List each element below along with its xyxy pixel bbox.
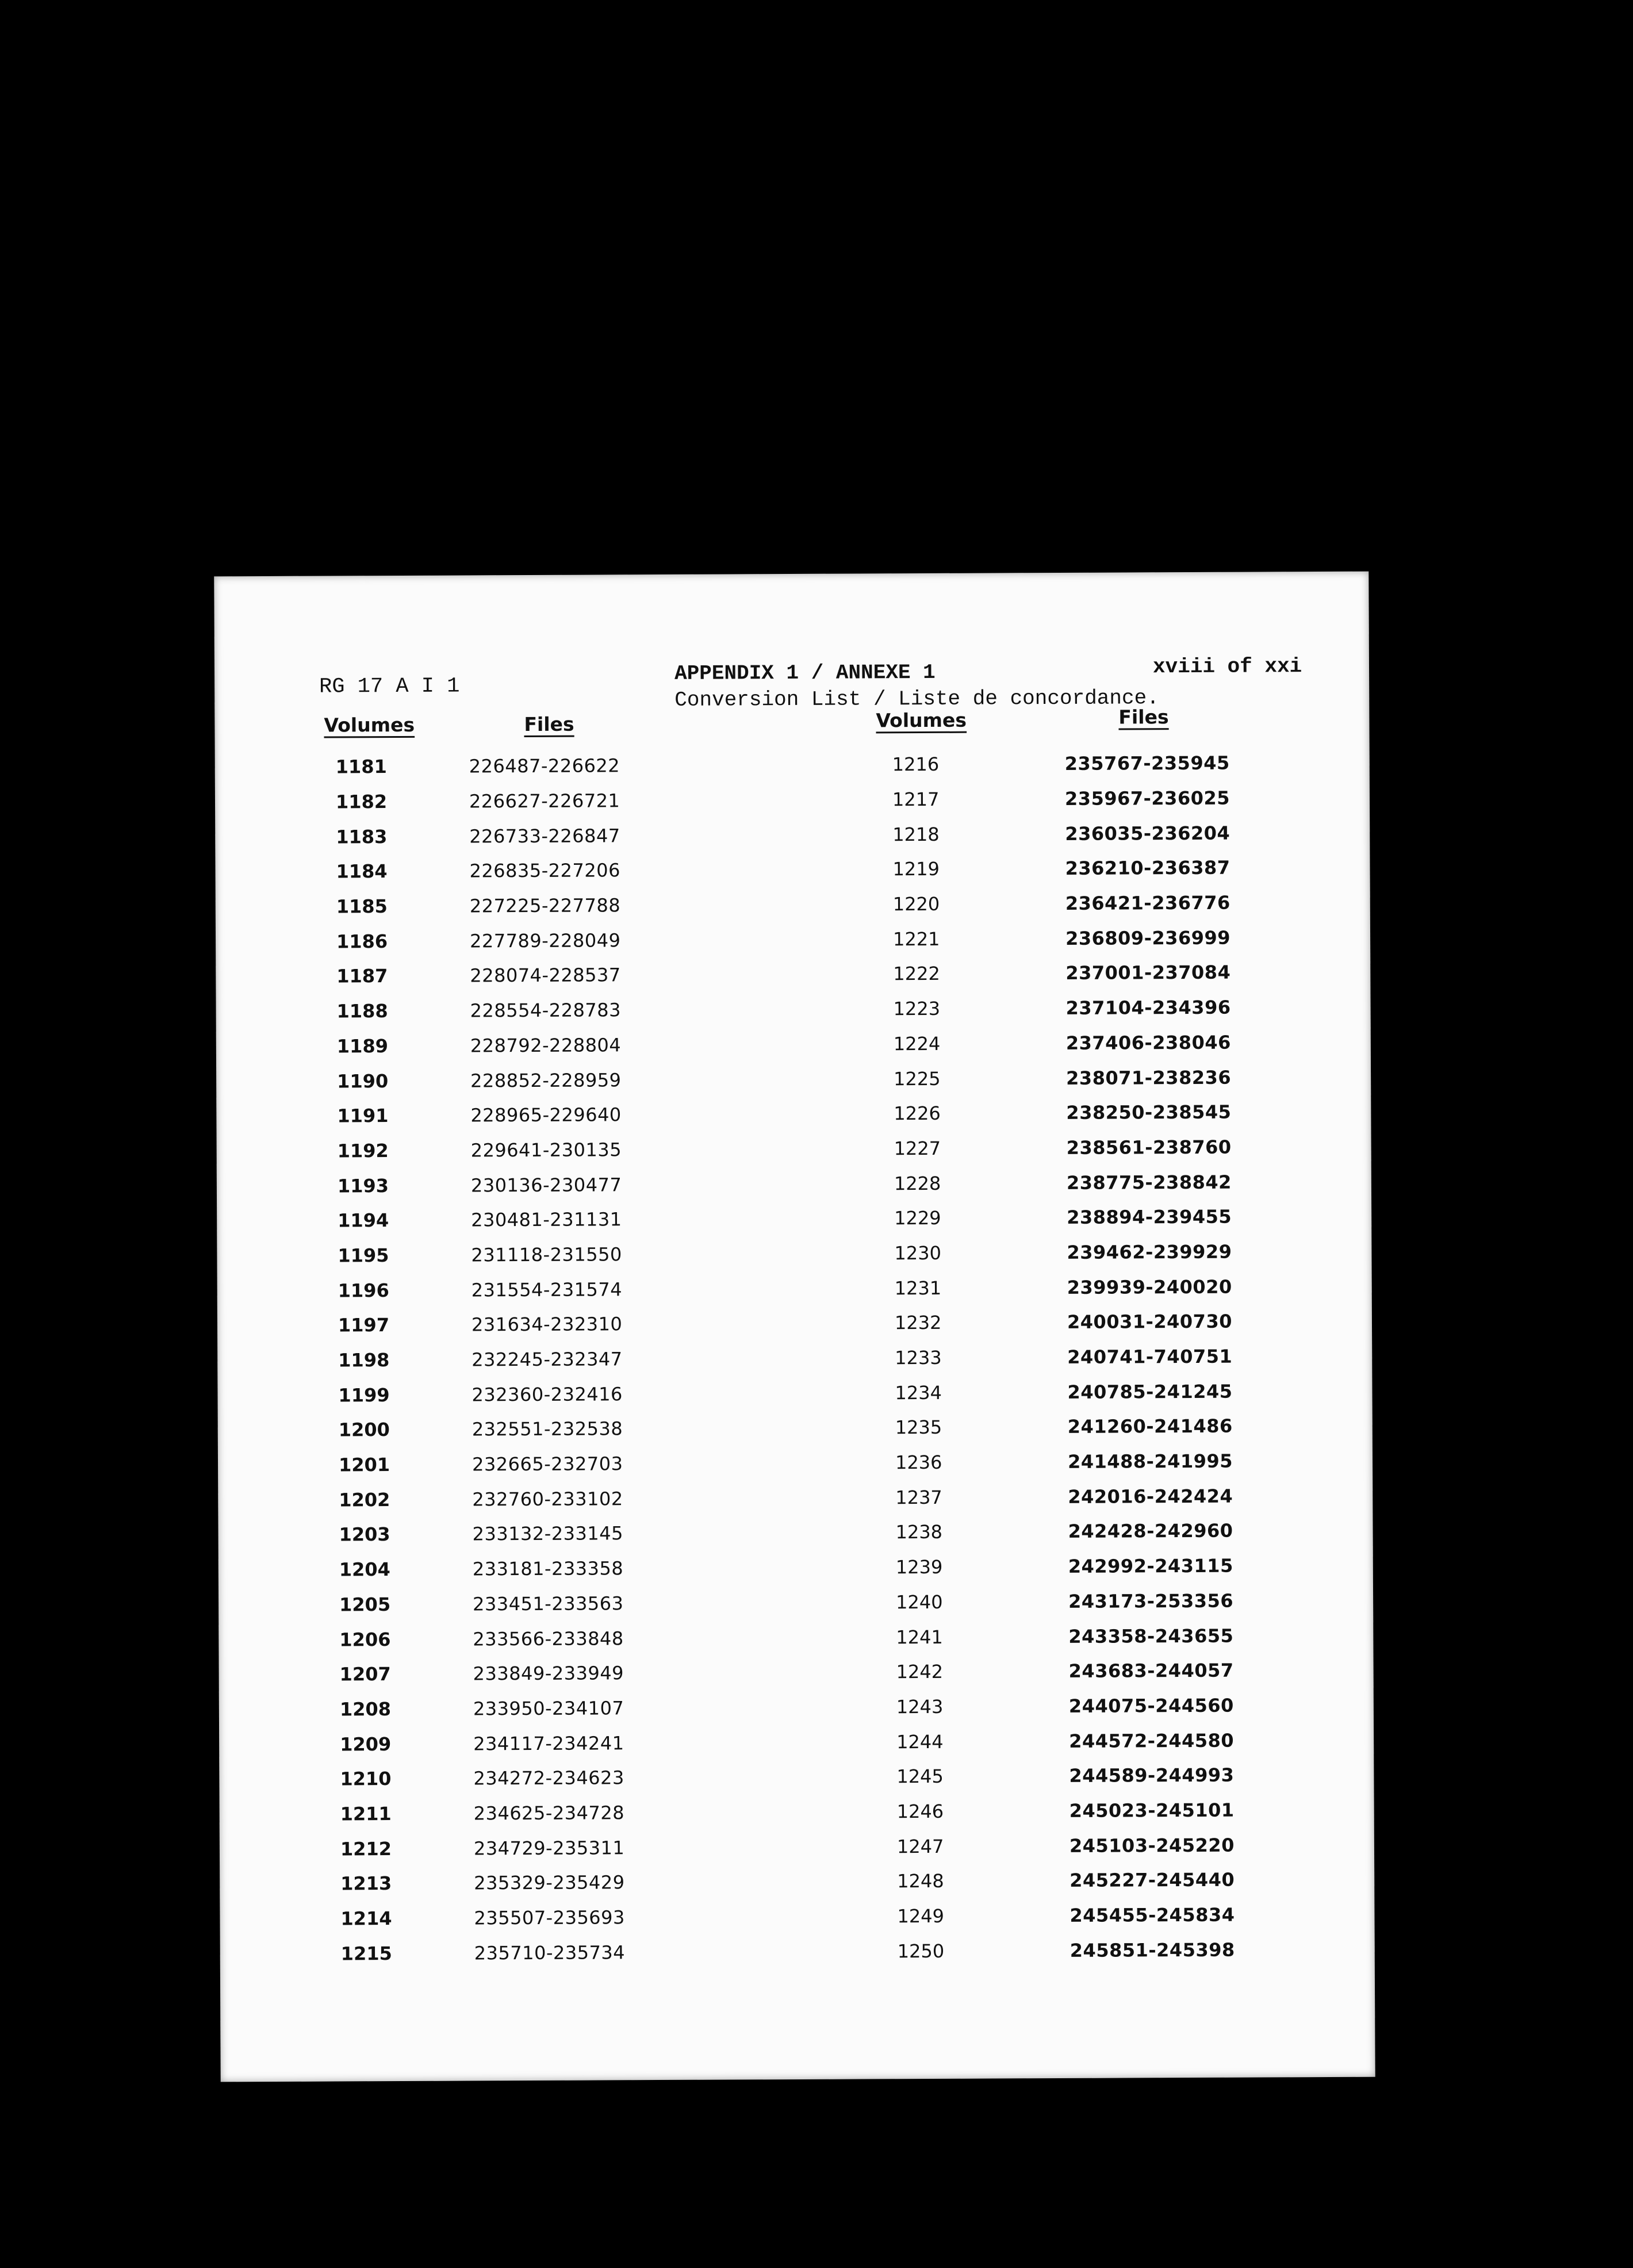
- table-row: [338, 1342, 623, 1378]
- file-range: 233451-233563: [473, 1592, 624, 1615]
- volume-number: 1198: [338, 1349, 390, 1371]
- table-row: [893, 990, 1230, 1026]
- table-row: [339, 1656, 624, 1692]
- volume-number: 1216: [892, 753, 940, 776]
- file-range: 238071-238236: [1066, 1066, 1232, 1089]
- file-range: 235710-235734: [474, 1941, 626, 1964]
- file-range: 245103-245220: [1069, 1834, 1235, 1857]
- table-row: [336, 783, 620, 819]
- volume-number: 1199: [338, 1384, 390, 1407]
- table-row: [340, 1691, 624, 1727]
- file-range: 239939-240020: [1067, 1275, 1232, 1298]
- table-row: [894, 1060, 1231, 1096]
- file-range: 236809-236999: [1065, 926, 1231, 949]
- table-row: [339, 1481, 623, 1518]
- file-range: 245227-245440: [1070, 1869, 1235, 1892]
- table-row: [895, 1443, 1233, 1480]
- volume-number: 1233: [895, 1346, 942, 1369]
- table-row: [337, 1028, 622, 1064]
- table-row: [895, 1304, 1232, 1340]
- volume-number: 1223: [893, 998, 941, 1020]
- file-range: 233566-233848: [473, 1627, 624, 1650]
- volume-number: 1190: [337, 1070, 389, 1092]
- conversion-list-right: [892, 746, 1235, 1969]
- file-range: 238894-239455: [1067, 1205, 1232, 1229]
- table-row: [898, 1932, 1235, 1968]
- volume-number: 1212: [340, 1837, 392, 1860]
- file-range: 232551-232538: [471, 1418, 623, 1441]
- file-range: 231118-231550: [471, 1243, 622, 1266]
- volume-number: 1236: [895, 1451, 942, 1474]
- file-range: 227225-227788: [469, 894, 621, 917]
- volume-number: 1195: [338, 1244, 389, 1267]
- file-range: 230481-231131: [471, 1208, 622, 1231]
- volume-number: 1249: [897, 1905, 944, 1928]
- volume-number: 1185: [336, 895, 388, 918]
- table-row: [336, 818, 620, 855]
- file-range: 242016-242424: [1068, 1485, 1233, 1508]
- table-row: [894, 1234, 1232, 1270]
- volume-number: 1220: [892, 892, 940, 915]
- table-row: [894, 1200, 1232, 1236]
- column-header-files-left: Files: [524, 712, 574, 736]
- file-range: 241260-241486: [1067, 1415, 1233, 1438]
- volume-number: 1192: [337, 1139, 389, 1162]
- table-row: [337, 1062, 622, 1098]
- file-range: 238250-238545: [1066, 1101, 1232, 1124]
- table-row: [339, 1551, 624, 1587]
- file-range: 232360-232416: [471, 1383, 623, 1406]
- file-range: 232665-232703: [471, 1453, 623, 1476]
- volume-number: 1203: [339, 1523, 390, 1546]
- table-row: [895, 1409, 1233, 1445]
- document-subtitle: Conversion List / Liste de concordance.: [674, 686, 1159, 712]
- volume-number: 1214: [340, 1907, 392, 1930]
- volume-number: 1184: [336, 860, 388, 883]
- table-row: [340, 1795, 625, 1832]
- table-row: [340, 1900, 625, 1936]
- volume-number: 1227: [894, 1137, 941, 1160]
- volume-number: 1237: [895, 1486, 942, 1509]
- file-range: 240741-740751: [1067, 1345, 1233, 1368]
- table-row: [892, 780, 1230, 817]
- file-range: 233849-233949: [473, 1662, 624, 1685]
- conversion-list-left: [336, 748, 626, 1971]
- file-range: 235967-236025: [1064, 787, 1230, 810]
- table-row: [894, 1025, 1231, 1061]
- table-row: [894, 1129, 1232, 1166]
- table-row: [896, 1548, 1233, 1584]
- volume-number: 1211: [340, 1803, 392, 1825]
- table-row: [895, 1269, 1232, 1305]
- table-row: [896, 1688, 1234, 1724]
- volume-number: 1202: [339, 1488, 390, 1511]
- volume-number: 1247: [896, 1835, 944, 1857]
- file-range: 233950-234107: [473, 1697, 624, 1720]
- table-row: [341, 1935, 626, 1971]
- table-row: [896, 1723, 1234, 1759]
- file-range: 245455-245834: [1070, 1903, 1235, 1926]
- file-range: 238775-238842: [1066, 1171, 1232, 1194]
- file-range: 226835-227206: [469, 859, 620, 882]
- file-range: 227789-228049: [469, 929, 621, 952]
- file-range: 244572-244580: [1069, 1729, 1235, 1752]
- table-row: [338, 1132, 622, 1169]
- volume-number: 1197: [338, 1314, 390, 1336]
- table-row: [336, 748, 620, 784]
- file-range: 228852-228959: [470, 1068, 622, 1091]
- table-row: [339, 1411, 623, 1447]
- column-header-files-right: Files: [1118, 706, 1169, 729]
- volume-number: 1246: [896, 1800, 944, 1823]
- volume-number: 1241: [896, 1626, 943, 1648]
- volume-number: 1182: [335, 791, 388, 813]
- file-range: 236421-236776: [1065, 891, 1230, 915]
- volume-number: 1210: [340, 1768, 392, 1790]
- volume-number: 1229: [894, 1207, 941, 1229]
- file-range: 226627-226721: [469, 790, 620, 813]
- file-range: 228554-228783: [470, 999, 622, 1022]
- volume-number: 1230: [894, 1242, 941, 1265]
- volume-number: 1245: [896, 1765, 944, 1788]
- table-row: [340, 1726, 624, 1762]
- table-row: [896, 1653, 1233, 1689]
- volume-number: 1181: [335, 756, 387, 778]
- volume-number: 1222: [893, 963, 940, 985]
- file-range: 243683-244057: [1068, 1659, 1234, 1683]
- file-range: 235767-235945: [1064, 752, 1230, 775]
- file-range: 231634-232310: [471, 1313, 623, 1336]
- volume-number: 1189: [336, 1035, 389, 1058]
- volume-number: 1219: [892, 858, 940, 880]
- file-range: 234272-234623: [473, 1767, 624, 1790]
- volume-number: 1196: [338, 1279, 389, 1302]
- file-range: 242428-242960: [1068, 1520, 1233, 1543]
- file-range: 232245-232347: [471, 1348, 623, 1371]
- volume-number: 1232: [894, 1312, 942, 1334]
- volume-number: 1226: [894, 1102, 941, 1125]
- table-row: [895, 1374, 1232, 1410]
- volume-number: 1207: [339, 1663, 391, 1685]
- table-row: [893, 955, 1230, 991]
- volume-number: 1225: [894, 1067, 941, 1090]
- table-row: [336, 923, 621, 959]
- volume-number: 1193: [337, 1174, 389, 1197]
- file-range: 228792-228804: [470, 1034, 622, 1057]
- column-header-volumes-left: Volumes: [324, 713, 415, 737]
- file-range: 234117-234241: [473, 1731, 624, 1755]
- volume-number: 1208: [339, 1698, 392, 1721]
- file-range: 243358-243655: [1068, 1625, 1234, 1648]
- volume-number: 1228: [894, 1172, 941, 1194]
- file-range: 234625-234728: [473, 1802, 625, 1825]
- file-range: 236210-236387: [1065, 857, 1230, 880]
- table-row: [338, 1272, 623, 1308]
- file-range: 226487-226622: [469, 754, 620, 777]
- table-row: [895, 1514, 1233, 1550]
- table-row: [336, 853, 620, 889]
- volume-number: 1248: [897, 1870, 944, 1892]
- volume-number: 1234: [895, 1381, 942, 1404]
- table-row: [340, 1830, 625, 1867]
- volume-number: 1188: [336, 1000, 388, 1022]
- file-range: 236035-236204: [1065, 822, 1230, 845]
- volume-number: 1200: [338, 1419, 390, 1441]
- volume-number: 1187: [336, 965, 388, 987]
- volume-number: 1235: [895, 1416, 942, 1439]
- file-range: 237104-234396: [1065, 996, 1231, 1020]
- table-row: [892, 815, 1230, 852]
- table-row: [895, 1478, 1233, 1515]
- volume-number: 1243: [896, 1695, 944, 1718]
- volume-number: 1250: [897, 1940, 945, 1962]
- table-row: [896, 1758, 1234, 1794]
- table-row: [897, 1863, 1235, 1899]
- file-range: 232760-233102: [472, 1488, 623, 1511]
- volume-number: 1186: [336, 930, 388, 953]
- volume-number: 1218: [892, 823, 940, 845]
- file-range: 235329-235429: [474, 1871, 625, 1894]
- table-row: [337, 1097, 622, 1133]
- file-range: 240785-241245: [1067, 1380, 1233, 1403]
- column-header-volumes-right: Volumes: [876, 708, 967, 732]
- table-row: [894, 1164, 1232, 1201]
- volume-number: 1215: [340, 1942, 392, 1965]
- table-row: [893, 885, 1230, 921]
- volume-number: 1204: [339, 1558, 390, 1581]
- file-range: 233132-233145: [472, 1522, 624, 1545]
- file-range: 235507-235693: [474, 1906, 625, 1929]
- volume-number: 1206: [339, 1628, 391, 1650]
- table-row: [897, 1828, 1235, 1864]
- table-row: [339, 1586, 624, 1622]
- page-number: xviii of xxi: [1152, 654, 1302, 679]
- file-range: 230136-230477: [470, 1173, 622, 1197]
- table-row: [892, 850, 1230, 887]
- file-range: 228074-228537: [470, 964, 621, 987]
- file-range: 242992-243115: [1068, 1554, 1233, 1578]
- volume-number: 1221: [892, 928, 940, 951]
- table-row: [340, 1865, 625, 1901]
- table-row: [340, 1760, 624, 1796]
- file-range: 245851-245398: [1070, 1938, 1235, 1961]
- file-range: 226733-226847: [469, 825, 620, 848]
- volume-number: 1238: [895, 1521, 943, 1543]
- appendix-title: APPENDIX 1 / ANNEXE 1: [674, 660, 936, 685]
- table-row: [338, 1167, 622, 1204]
- file-range: 229641-230135: [470, 1139, 622, 1162]
- document-page: [214, 572, 1375, 2082]
- volume-number: 1239: [895, 1556, 943, 1579]
- volume-number: 1194: [338, 1209, 389, 1232]
- volume-number: 1240: [896, 1591, 943, 1614]
- volume-number: 1191: [337, 1105, 389, 1127]
- table-row: [339, 1620, 624, 1657]
- table-row: [336, 888, 621, 924]
- table-row: [339, 1516, 623, 1552]
- file-range: 244589-244993: [1069, 1764, 1235, 1787]
- file-range: 237001-237084: [1065, 961, 1231, 984]
- file-range: 245023-245101: [1069, 1799, 1235, 1822]
- table-row: [338, 1307, 623, 1343]
- record-group-reference: RG 17 A I 1: [319, 674, 460, 699]
- volume-number: 1213: [340, 1872, 392, 1895]
- table-row: [897, 1897, 1235, 1933]
- file-range: 233181-233358: [472, 1557, 624, 1580]
- file-range: 228965-229640: [470, 1104, 622, 1127]
- table-row: [336, 957, 621, 994]
- volume-number: 1244: [896, 1730, 944, 1753]
- table-row: [892, 746, 1230, 782]
- volume-number: 1217: [892, 788, 940, 811]
- file-range: 237406-238046: [1065, 1031, 1231, 1054]
- table-row: [893, 920, 1230, 956]
- volume-number: 1242: [896, 1661, 944, 1683]
- volume-number: 1209: [340, 1733, 392, 1756]
- table-row: [897, 1792, 1235, 1829]
- table-row: [896, 1618, 1233, 1654]
- volume-number: 1205: [339, 1593, 391, 1616]
- file-range: 240031-240730: [1067, 1311, 1233, 1334]
- file-range: 234729-235311: [473, 1836, 625, 1860]
- file-range: 231554-231574: [471, 1278, 623, 1301]
- volume-number: 1224: [893, 1032, 941, 1055]
- file-range: 244075-244560: [1068, 1694, 1234, 1717]
- table-row: [336, 993, 621, 1029]
- table-row: [338, 1237, 622, 1273]
- file-range: 239462-239929: [1067, 1240, 1232, 1263]
- file-range: 241488-241995: [1067, 1450, 1233, 1473]
- table-row: [894, 1095, 1231, 1131]
- volume-number: 1231: [894, 1277, 942, 1299]
- table-row: [338, 1202, 622, 1238]
- file-range: 243173-253356: [1068, 1589, 1234, 1612]
- table-row: [339, 1446, 623, 1482]
- table-row: [895, 1339, 1232, 1375]
- volume-number: 1201: [338, 1454, 390, 1476]
- file-range: 238561-238760: [1066, 1136, 1232, 1159]
- table-row: [896, 1583, 1233, 1619]
- volume-number: 1183: [336, 825, 388, 848]
- table-row: [338, 1377, 623, 1413]
